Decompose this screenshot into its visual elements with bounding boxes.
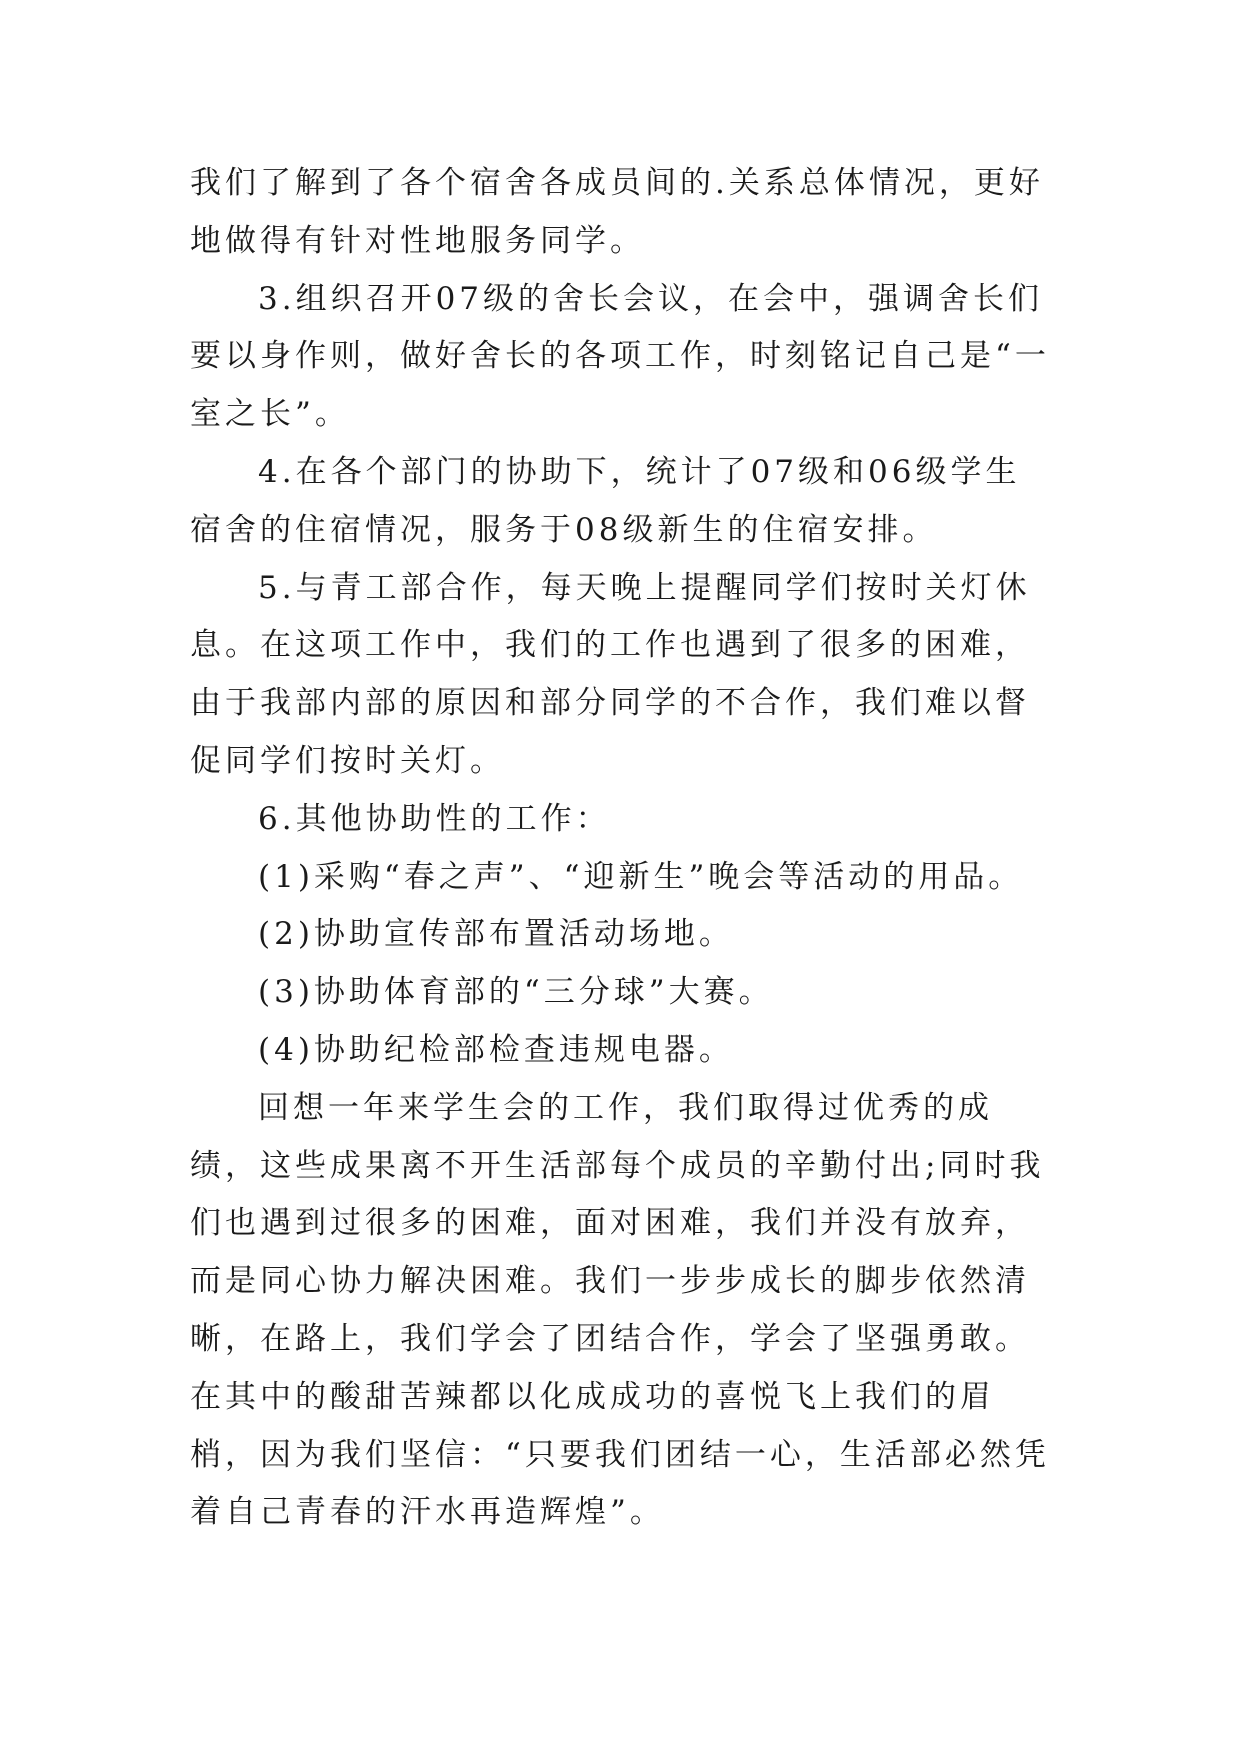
paragraph-conclusion: 回想一年来学生会的工作，我们取得过优秀的成绩，这些成果离不开生活部每个成员的辛勤付出;同时我们也遇到过很多的困难，面对困难，我们并没有放弃，而是同心协力解决困难。我们一步步成长的脚步依然清晰，在路上，我们学会了团结合作，学会了坚强勇敢。在其中的酸甜苦辣都以化成成功的喜悦飞上我们的眉梢，因为我们坚信：“只要我们团结一心，生活部必然凭着自己青春的汗水再造辉煌”。 [190,1089,1050,1531]
sub-item-1: (1)采购“春之声”、“迎新生”晚会等活动的用品。 [258,858,1024,895]
sub-item-3: (3)协助体育部的“三分球”大赛。 [258,974,774,1011]
paragraph-item-3: 3.组织召开07级的舍长会议，在会中，强调舍长们要以身作则，做好舍长的各项工作，时刻铭记自己是“一室之长”。 [190,280,1050,433]
paragraph-intro: 我们了解到了各个宿舍各成员间的.关系总体情况，更好地做得有针对性地服务同学。 [190,165,1044,259]
sub-item-2: (2)协助宣传部布置活动场地。 [258,916,734,953]
sub-item-4: (4)协助纪检部检查违规电器。 [258,1031,734,1068]
document-body [190,155,1055,1542]
paragraph-item-6: 6.其他协助性的工作： [258,800,611,837]
paragraph-item-5: 5.与青工部合作，每天晚上提醒同学们按时关灯休息。在这项工作中，我们的工作也遇到了很多的困难，由于我部内部的原因和部分同学的不合作，我们难以督促同学们按时关灯。 [190,569,1031,779]
paragraph-item-4: 4.在各个部门的协助下，统计了07级和06级学生宿舍的住宿情况，服务于08级新生的住宿安排。 [190,453,1021,548]
